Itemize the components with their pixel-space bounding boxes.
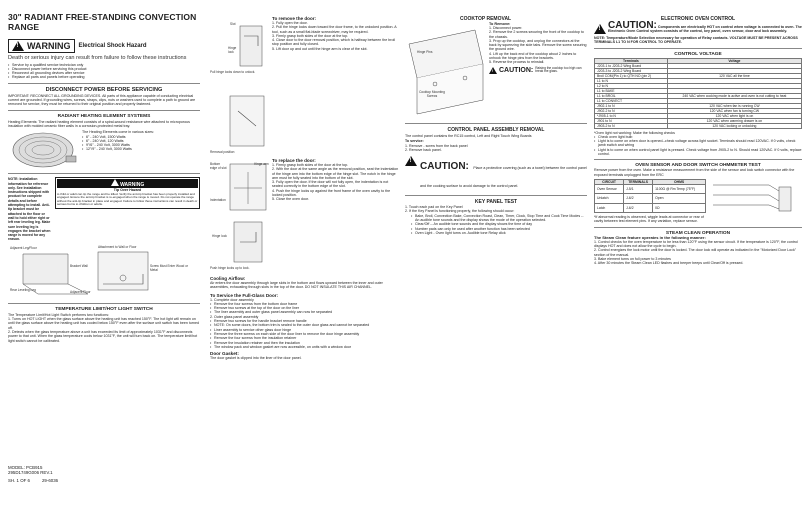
radiant-text: Heating Elements: The radiant heating element consists of a spiral-wound resistance wire attached to microporous insulation with molded ceramic fiber walls in a corrosion-protected metal tray. — [8, 119, 190, 128]
replace-step: 2. With the door at the same angle as the removal position, seat the indentation of the hinge arm into the bottom edge of the hinge slot. The notch in the hinge arm must be fully seated into the bottom of the slot. — [272, 167, 399, 180]
tip-warning-box: WARNING Tip Over Hazard A child or adult can tip the range and be killed. Verify the anti-tip bracket has been properly installed and engaged. Ensure the anti-tip bracket is re-engaged when the range is moved. Do not operate the range without the anti-tip bracket in place and engaged. Failure to follow these instructions can result in death or serious burns to children or adults. — [55, 177, 200, 209]
keypanel-item: • Bake, Broil, Convection Bake, Convection Roast, Clean, Timer, Clock, Stop Time and Cook Time Modes -- An audible tone sounds and the display shows the mode of the operation selected. — [411, 214, 587, 223]
steam-step: 4. After 30 minutes the Steam Clean LED flashes and beeper beeps until Clear/Off is pressed. — [594, 261, 744, 266]
service-item: • NOTE: On some doors, the bottom trim is sealed to the outer door glass and cannot be separated — [210, 323, 400, 327]
service-item: • Liner assembly to service other glass door hinge — [210, 328, 400, 332]
page-title: 30" RADIANT FREE-STANDING CONVECTION RANGE — [8, 12, 197, 32]
voltage-cell: 120 VAC when warming drawer is on — [667, 118, 801, 123]
cooktop-step: 2. Remove the 2 screws securing the front of the cooktop to the chassis. — [489, 30, 584, 39]
service-item: • Remove two screws at the top of the door on the liner — [210, 306, 400, 310]
remove-door-title: To remove the door: — [272, 16, 317, 21]
column-4 — [594, 0, 802, 512]
temp-item: 1. Turns on HOT LIGHT when the glass surface above the heating unit has reached 150°F. The hot light will remain on until the glass surface above the heating unit has cooled below 150°F even after the surface unit switch has been turned off. — [8, 317, 200, 330]
cooktop-section: Hinge Pins Cooktop Mounting Screws To Remove: 1. Disconnect power. 2. Remove the 2 screws securing the front of the cooktop to the chassis. 3. Prop up the cooktop, and unplug the connectors at the back by squeezing the side tabs. Remove the screw securing the ground wire. 4. Lift up the back end of the cooktop about 2 inches to unhook the hinge pins from the brackets. 5. Reverse the process to reinstall. ! CAUTION: Raising the cooktop too high can break the glass. — [405, 22, 587, 120]
control-panel-caution: ! CAUTION: Place a protective covering (such as a towel) between the control panel and the cooking surface to avoid damage to the control panel. — [405, 156, 587, 192]
warning-intro: Death or serious injury can result from failure to follow these instructions — [8, 55, 187, 61]
tip-warning-text: A child or adult can tip the range and be killed. Verify the anti-tip bracket has been properly installed and engaged. Ensure the anti-tip bracket is re-engaged when the range is moved. Do not operate the range without the anti-tip bracket in place and engaged. Failure to follow these instructions can result in death or serious burns to children or adults. — [57, 191, 198, 207]
service-door-title: To Service the Full-Glass Door: — [210, 292, 279, 298]
electronic-control-caution: ! CAUTION: Components are electrically HOT on control when voltage is connected to oven. The Electronic Oven Control system consists of the control, key panel, oven sensor, door and lock assembly. — [594, 24, 802, 34]
sensor-row — [595, 194, 706, 203]
terminal-cell: J901 to N — [595, 118, 668, 123]
service-item: • Remove two screws for the handle bracket remove handle — [210, 319, 400, 323]
door-remove-section: Slot Hinge lock Pull hinge locks down to unlock. Removal position To remove the door: 1. Fully open the door. 2. Pull the hinge locks down toward the door frame, to the unlocked position. A tool, such as a small flat-blade screwdriver, may be required. 3. Firmly grasp both sides of the door at the top. 4. Close door to the door removal position, which is halfway between the broil stop position and fully closed. 5. Lift door up and out until the hinge arm is clear of the slot. — [210, 16, 400, 156]
terminal-cell: J903-2 to N — [595, 123, 668, 128]
warning-list — [8, 63, 200, 80]
sensor-cell: Unlatch — [595, 194, 624, 203]
footer — [8, 465, 58, 483]
door-hinge-illustration — [210, 16, 268, 156]
replace-step: 5. Close the oven door. — [272, 197, 309, 202]
tip-warning-icon — [111, 179, 119, 186]
sensor-cell: 0Ω — [653, 203, 706, 212]
keypanel-steps — [405, 205, 587, 214]
electronic-control-title: ELECTRONIC OVEN CONTROL — [660, 16, 736, 22]
replace-step: 4. Push the hinge locks up against the front frame of the oven cavity to the locked position. — [272, 188, 391, 198]
anti-tip-diagram: Adjacent Leg/Floor Attachment to Wall or Floor Bracket Wall Screw Must Enter Wood or Metal Adjacent Floor Rear Leveling Leg — [8, 244, 200, 300]
terminal-cell: L1 to BAKE — [595, 88, 668, 93]
control-voltage-table: Terminals Voltage J203-1 to J203-2 Wing Board J203-3 to J203-2 Wing Board Broil COM(Pin 1) to QTH NO (pin 2) 120 VAC all the time L1 to N L2 to N L1 to BAKE L1 to BROIL 240 VAC when cooking mode is active and oven is not cutting to heat L1 to CONVECT J902-1 to N 120 VAC when fan is running CW J902-2 to N 120 VAC when fan is turning CW *J905-1 to N 120 VAC when light is on J901 to N 120 VAC when warming drawer is on J903-2 to N 120 VAC locking or unlocking — [594, 58, 802, 129]
service-item: • The liner assembly and outer glass panel assembly can now be separated — [210, 310, 400, 314]
part-number: 295D1749G006 REV.1 — [8, 470, 53, 476]
sensor-test-text: Remove power from the oven. Make a resistance measurement from the side of the sensor and lock switch connector with the exposed terminals unplugged from the ERC — [594, 168, 795, 177]
service-list-2 — [210, 319, 400, 349]
cooktop-step: 4. Lift up the back end of the cooktop about 2 inches to unhook the hinge pins from the brackets. — [489, 51, 577, 61]
remove-step: 2. Pull the hinge locks down toward the door frame, to the unlocked position. A tool, such as a small flat-blade screwdriver, may be required. — [272, 25, 397, 34]
control-panel-title: CONTROL PANEL ASSEMBLY REMOVAL — [447, 127, 545, 133]
voltage-cell: 120 VAC when fan is turning CW — [667, 108, 801, 113]
voltage-cell: 120 VAC locking or unlocking — [667, 123, 801, 128]
temp-item: 2. Detects when the glass temperature above a unit has exceeded its limit of approximately 1031°F and disconnects power to that unit. When the glass temperature cools below 1031°F, the unit will turn back on. The temperature limit/hot light switch cannot be calibrated. — [8, 329, 198, 343]
warning-item: • Service by a qualified service technician only — [8, 63, 200, 67]
sensor-test-title: OVEN SENSOR AND DOOR SWITCH OHMMETER TEST — [635, 163, 761, 169]
voltage-cell: 120 VAC when fan is running CW — [667, 103, 801, 108]
warning-item: • Replace all parts and panels before operating — [8, 75, 200, 79]
keypanel-item: • Oven Light - Oven light turns on. Audible tone Relay click — [411, 231, 587, 235]
remove-step: 3. Firmly grasp both sides of the door at the top. — [272, 33, 349, 38]
sensor-cell: 1100Ω @ Rm Temp (75°F) — [653, 184, 706, 193]
terminal-cell: L2 to N — [595, 83, 668, 88]
cooktop-step: 5. Reverse the process to reinstall. — [489, 60, 545, 65]
cooktop-step: 3. Prop up the cooktop, and unplug the connectors at the back by squeezing the side tabs. Remove the screw securing the ground wire. — [489, 38, 587, 52]
column-3 — [405, 0, 587, 512]
cooktop-subtitle: To Remove: — [489, 22, 511, 26]
warning-item: • Disconnect power before servicing this product — [8, 67, 200, 71]
service-step-2: 2. Outer glass panel assembly — [210, 314, 259, 319]
control-panel-steps — [405, 144, 587, 153]
keypanel-item: • Clear/Off -- An audible tone sounds and the display shows the time of day — [411, 222, 587, 226]
terminal-cell: J203-1 to J203-2 Wing Board — [595, 63, 668, 68]
door-replace-illustration — [210, 158, 270, 274]
warning-box: ! WARNING — [8, 39, 75, 53]
voltage-row — [595, 123, 802, 128]
service-item: • Remove the insulation retainer and then the insulation — [210, 341, 400, 345]
door-replace-section: Bottom edge of slot Hinge arm Indentation Hinge lock Push hinge locks up to lock. To replace the door: 1. Firmly grasp both sides of the door at the top. 2. With the door at the same angle as the removal position, seat the indentation of the hinge arm into the bottom edge of the hinge slot. The notch in the hinge arm must be fully seated into the bottom of the slot. 3. Fully open the door. If the door will not fully open, the indentation is not seated correctly in the bottom edge of the slot. 4. Push the hinge locks up against the front frame of the oven cavity to the locked position. 5. Close the oven door. — [210, 158, 400, 274]
disconnect-title: DISCONNECT POWER BEFORE SERVICING — [45, 86, 163, 93]
sensor-cell: J-5/1 — [624, 184, 653, 193]
replace-step: 1. Firmly grasp both sides of the door at the top. — [272, 163, 349, 167]
model-number: MODEL: PCB915 — [8, 465, 43, 470]
warning-title: Electrical Shock Hazard — [78, 43, 147, 49]
keypanel-step: 1. Touch each pad on the Key Panel — [405, 205, 463, 210]
cooling-title: Cooling Airflow: — [210, 276, 246, 281]
sensor-row — [595, 184, 706, 193]
warning-header — [8, 39, 200, 53]
anti-tip-illustration — [8, 244, 200, 300]
keypanel-item: • Number pads can only be used after another function has been selected — [411, 227, 587, 231]
control-voltage-title: CONTROL VOLTAGE — [674, 51, 722, 57]
voltage-cell: 120 VAC all the time — [667, 73, 801, 78]
steam-step: 1. Control checks for the oven temperature to be less than 120°F using the sensor circuit. If the temperature is 120°F, the control displays HOT and does not allow the cycle to begin. — [594, 239, 798, 249]
remove-step: 5. Lift door up and out until the hinge arm is clear of the slot. — [272, 46, 368, 51]
panel-step: 1. Remove - screw from the back panel — [405, 143, 468, 148]
sensor-cell: J-6/2 — [624, 194, 653, 203]
voltage-note: *Oven light not working: Make the following checks — [594, 130, 675, 135]
service-item: • Remove the four screws from the insulation retainer — [210, 336, 400, 340]
doc-code: 29-6036 — [41, 477, 59, 483]
cooktop-step: 1. Disconnect power. — [489, 26, 523, 30]
column-2 — [210, 0, 400, 512]
service-step-1: 1. Complete door assembly — [210, 297, 254, 302]
voltage-check: • Check oven light bulb — [594, 135, 802, 139]
steam-step: 3. Bake element turns on full power to 3 minutes — [594, 257, 671, 262]
sensor-cell: J-6/2 — [624, 203, 653, 212]
remove-door-steps — [272, 21, 400, 51]
terminal-cell: J203-3 to J203-2 Wing Board — [595, 68, 668, 73]
terminal-cell: *J905-1 to N — [595, 113, 668, 118]
sensor-table: CIRCUIT TERMINALS OHMS Oven Sensor J-5/1 1100Ω @ Rm Temp (75°F) Unlatch J-6/2 Open Latch J-6/2 0Ω — [594, 179, 706, 213]
element-size: • 9"/6" - 240 Volt, 3000 Watts — [82, 143, 154, 147]
sensor-row — [595, 203, 706, 212]
cooling-text: Air enters the door assembly through large slots in the bottom and flows upward between the inner and outer assemblies, exhausting through slots in the top of the door. DO NOT INSULATE THIS AIR CHANNEL. — [210, 281, 383, 290]
terminal-cell: L1 to CONVECT — [595, 98, 668, 103]
sheet-number: SH. 1 OF 6 — [8, 477, 30, 483]
remove-step: 1. Fully open the door. — [272, 21, 308, 25]
cooktop-title: COOKTOP REMOVAL — [460, 16, 512, 22]
keypanel-title: KEY PANEL TEST — [474, 199, 518, 206]
gasket-title: Door Gasket: — [210, 351, 239, 357]
steam-title: STEAM CLEAN OPERATION — [665, 230, 731, 236]
control-panel-service: To service: — [405, 139, 424, 144]
temp-title: TEMPERATURE LIMIT/HOT LIGHT SWITCH — [55, 306, 153, 312]
terminal-cell: J902-2 to N — [595, 108, 668, 113]
sensor-cell: Open — [653, 194, 706, 203]
electronic-control-note: NOTE: Temperature/Mode Selection necessary for operation of Relay contacts. VOLTAGE MUST BE PRESENT ACROSS TERMINALS L1 TO N FOR CONTROL TO OPERATE. — [594, 36, 798, 45]
temp-intro: The Temperature Limit/Hot Light Switch performs two functions: — [8, 312, 109, 317]
cooktop-illustration — [405, 24, 487, 120]
remove-step: 4. Close door to the door removal position, which is halfway between the broil stop position and fully closed. — [272, 38, 396, 47]
replace-door-title: To replace the door: — [272, 158, 316, 163]
control-panel-text: The control panel contains the RC15 control, Left and Right Touch Wing Boards — [405, 134, 532, 138]
disconnect-text: IMPORTANT: RECONNECT ALL GROUNDING DEVICES. All parts of this appliance capable of conducting electrical current are grounded. If grounding wires, screws, straps, clips, nuts or washers used to complete a path to ground are removed for service, they must be returned to their original position and properly fastened. — [8, 93, 196, 107]
voltage-check: • Light is to come on when door is opened--check voltage across light socket. Terminals should read 120VAC. If 0 volts, check jamb switch and wiring — [594, 139, 802, 148]
terminal-cell: Broil COM(Pin 1) to QTH NO (pin 2) — [595, 73, 668, 78]
sensor-wiring-illustration — [709, 179, 799, 213]
steam-steps — [594, 240, 802, 266]
voltage-cell: 240 VAC when cooking mode is active and oven is not cutting to heat — [667, 93, 801, 98]
sensor-note: *If abnormal reading is observed, wiggle leads at connector or rear of cavity between test element pins. If any variation, replace sensor. — [594, 214, 704, 224]
element-sizes-list — [82, 135, 154, 152]
sensor-cell: Latch — [595, 203, 624, 212]
replace-step: 3. Fully open the door. If the door will not fully open, the indentation is not seated correctly in the bottom edge of the slot. — [272, 180, 389, 189]
terminal-cell: J902-1 to N — [595, 103, 668, 108]
install-note: NOTE: Installation information for reference only. See Installation Instructions shipped with product for complete details and before attempting to install. Anti-tip bracket must be attached to the floor or wall to hold either right or left rear leveling leg. Make sure leveling leg is engages the bracket when range is moved for any reason. — [8, 177, 51, 242]
element-size: • 12"/9" - 240 Volt, 3000 Watts — [82, 147, 154, 151]
voltage-checks — [594, 135, 802, 156]
voltage-check: • Light is to come on when control panel light is pressed. Check voltage from J905-2 to N. Should read 120VAC. If 0 volts, replace control. — [594, 148, 802, 157]
service-item: • The window pack and window gasket are now accessible, on units with a window door — [210, 345, 400, 349]
radiant-title: RADIANT HEATING ELEMENT SYSTEMS — [57, 113, 151, 119]
warning-icon: ! — [12, 41, 24, 51]
cooktop-caution: ! CAUTION: Raising the cooktop too high can break the glass. — [489, 67, 587, 75]
cooktop-steps — [489, 26, 587, 65]
keypanel-step: 2. If the Key Panel is functioning properly, the following should occur: — [405, 209, 515, 214]
caution-icon-3: ! — [594, 24, 606, 34]
temp-list — [8, 317, 200, 343]
heating-element-illustration — [8, 130, 78, 170]
caution-icon: ! — [489, 67, 497, 74]
caution-icon-2: ! — [405, 156, 417, 166]
element-size: • 6" - 240 Volt, 120 Watts — [82, 139, 154, 143]
terminal-cell: L1 to BROIL — [595, 93, 668, 98]
service-item: • Remove the four screws from the bottom door frame — [210, 302, 400, 306]
service-list-1 — [210, 302, 400, 315]
voltage-cell: 120 VAC when light is on — [667, 113, 801, 118]
service-item: • Remove the three screws on each side of the door liner to remove the door hinge assembly — [210, 332, 400, 336]
warning-item: • Reconnect all grounding devices after service — [8, 71, 200, 75]
terminal-cell: L1 to N — [595, 78, 668, 83]
sensor-cell: Oven Sensor — [595, 184, 624, 193]
panel-step: 2. Remove back panel. — [405, 147, 442, 152]
replace-door-steps — [272, 163, 400, 202]
keypanel-items — [405, 214, 587, 235]
element-size: • 6" - 240 Volt, 1500 Watts — [82, 135, 154, 139]
steam-intro: The Steam Clean feature operates in the following manner: — [594, 234, 706, 240]
elements-intro: The Heating Elements come in various sizes: — [82, 130, 154, 135]
column-1 — [8, 0, 200, 512]
gasket-text: The door gasket is clipped into the liner of the door panel. — [210, 356, 302, 361]
steam-step: 2. Control energizes the lock motor until the door is locked. The door lock will operate as indicated in the "Motorized Door Lock" section of the manual. — [594, 248, 797, 257]
